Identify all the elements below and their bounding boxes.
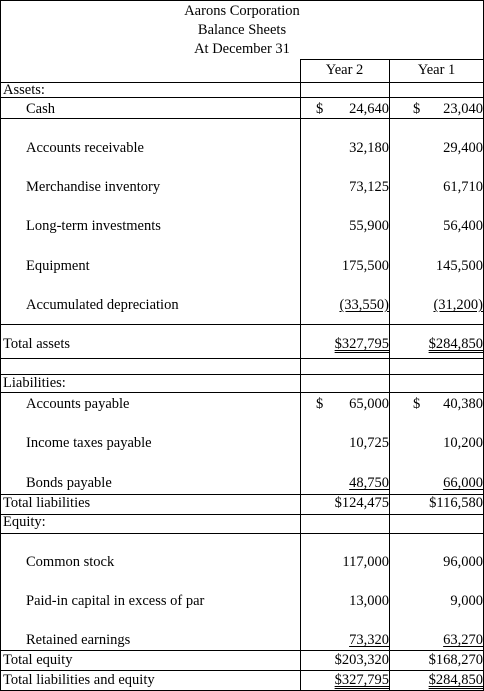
grid-line <box>0 82 484 83</box>
grid-line <box>0 324 484 325</box>
grid-line <box>0 97 484 98</box>
grid-line <box>0 118 484 119</box>
common-stock-year1: 96,000 <box>443 554 483 570</box>
total-equity-year2: $203,320 <box>334 652 389 668</box>
total-equity-label: Total equity <box>3 652 73 668</box>
total-assets-year1: $284,850 <box>428 336 483 352</box>
border-left <box>0 0 1 691</box>
currency-symbol: $ <box>316 396 324 412</box>
grid-line <box>0 514 484 515</box>
total-assets-label: Total assets <box>3 336 71 352</box>
grid-line <box>0 533 484 534</box>
currency-symbol: $ <box>413 396 421 412</box>
long-term-investments-year2: 55,900 <box>349 218 389 234</box>
paid-in-capital-year2: 13,000 <box>349 593 389 609</box>
common-stock-year2: 117,000 <box>342 554 389 570</box>
row-label-income-taxes-payable: Income taxes payable <box>26 435 152 451</box>
accumulated-depreciation-year1: (31,200) <box>433 297 483 313</box>
equity-heading: Equity: <box>3 514 46 530</box>
row-label-equipment: Equipment <box>26 258 90 274</box>
currency-symbol: $ <box>413 101 421 117</box>
border-top <box>0 0 484 1</box>
assets-heading: Assets: <box>3 82 45 98</box>
total-liabilities-year1: $116,580 <box>429 495 483 511</box>
income-taxes-payable-year2: 10,725 <box>349 435 389 451</box>
row-label-accounts-receivable: Accounts receivable <box>26 140 144 156</box>
grid-line <box>0 358 484 359</box>
bonds-payable-year1: 66,000 <box>443 475 483 491</box>
statement-date: At December 31 <box>194 41 290 57</box>
income-taxes-payable-year1: 10,200 <box>443 435 483 451</box>
row-label-long-term-investments: Long-term investments <box>26 218 161 234</box>
column-header-year1: Year 1 <box>417 62 456 78</box>
statement-title: Balance Sheets <box>197 22 287 38</box>
row-label-retained-earnings: Retained earnings <box>26 632 131 648</box>
accounts-receivable-year1: 29,400 <box>443 140 483 156</box>
total-assets-year2: $327,795 <box>334 336 389 352</box>
grid-line <box>0 650 484 651</box>
retained-earnings-year2: 73,320 <box>349 632 389 648</box>
row-label-accumulated-depreciation: Accumulated depreciation <box>26 297 179 313</box>
row-label-accounts-payable: Accounts payable <box>26 396 130 412</box>
accounts-payable-year2: 65,000 <box>349 396 389 412</box>
row-label-bonds-payable: Bonds payable <box>26 475 112 491</box>
total-liabilities-and-equity-year1: $284,850 <box>428 672 483 688</box>
accounts-payable-year1: 40,380 <box>443 396 483 412</box>
merchandise-inventory-year1: 61,710 <box>443 179 483 195</box>
total-liabilities-label: Total liabilities <box>3 495 91 511</box>
currency-symbol: $ <box>316 101 324 117</box>
row-label-cash: Cash <box>26 101 55 117</box>
row-label-paid-in-capital: Paid-in capital in excess of par <box>26 593 205 609</box>
column-divider-left <box>300 59 301 691</box>
total-liabilities-and-equity-label: Total liabilities and equity <box>3 672 155 688</box>
long-term-investments-year1: 56,400 <box>443 218 483 234</box>
bonds-payable-year2: 48,750 <box>349 475 389 491</box>
retained-earnings-year1: 63,270 <box>443 632 483 648</box>
cash-year2: 24,640 <box>349 101 389 117</box>
accumulated-depreciation-year2: (33,550) <box>339 297 389 313</box>
total-liabilities-and-equity-year2: $327,795 <box>334 672 389 688</box>
company-name: Aarons Corporation <box>184 3 300 19</box>
total-liabilities-year2: $124,475 <box>334 495 389 511</box>
liabilities-heading: Liabilities: <box>3 375 66 391</box>
grid-line <box>0 374 484 375</box>
row-label-common-stock: Common stock <box>26 554 115 570</box>
accounts-receivable-year2: 32,180 <box>349 140 389 156</box>
grid-line <box>300 59 484 60</box>
cash-year1: 23,040 <box>443 101 483 117</box>
row-label-merchandise-inventory: Merchandise inventory <box>26 179 161 195</box>
grid-line <box>0 392 484 393</box>
equipment-year1: 145,500 <box>435 258 483 274</box>
column-divider-middle <box>389 59 390 691</box>
total-equity-year1: $168,270 <box>428 652 483 668</box>
equipment-year2: 175,500 <box>341 258 389 274</box>
grid-line <box>0 670 484 671</box>
paid-in-capital-year1: 9,000 <box>450 593 483 609</box>
column-header-year2: Year 2 <box>325 62 364 78</box>
merchandise-inventory-year2: 73,125 <box>349 179 389 195</box>
